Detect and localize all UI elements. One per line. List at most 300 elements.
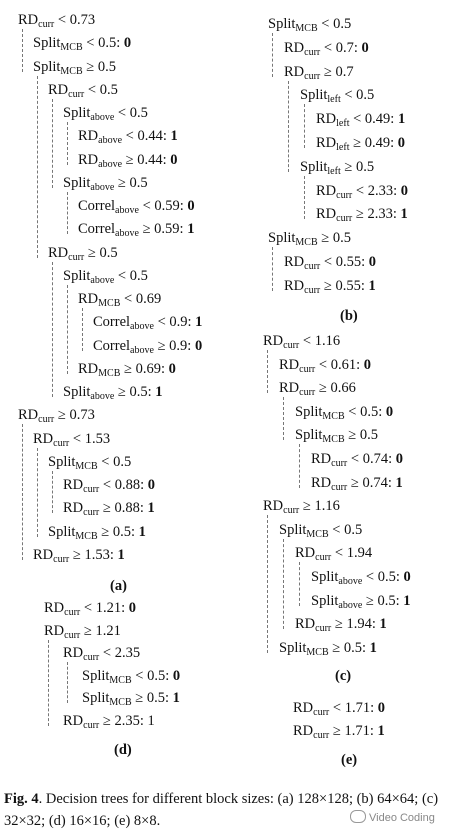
node-text: RD xyxy=(263,498,284,515)
subscript: curr xyxy=(83,484,100,495)
node-text: Split xyxy=(311,592,339,609)
leaf-class: 1 xyxy=(170,128,178,145)
subscript: MCB xyxy=(98,298,121,309)
node-text: RD xyxy=(316,182,337,199)
leaf-class: 0 xyxy=(363,356,371,373)
tree-c-node xyxy=(311,569,411,586)
subscript: curr xyxy=(313,730,330,741)
tree-a-node xyxy=(93,314,202,331)
leaf-class: 0 xyxy=(194,337,203,354)
subscript: above xyxy=(338,599,363,611)
node-text: Split xyxy=(63,105,91,121)
node-text: < 0.69 xyxy=(120,291,162,307)
node-text: RD xyxy=(63,645,84,662)
leaf-class: 0 xyxy=(397,135,405,151)
node-text: RD xyxy=(316,111,337,128)
node-text: Split xyxy=(295,427,323,444)
tree-branch-line xyxy=(267,515,268,653)
subscript: curr xyxy=(299,387,316,399)
tree-a-node xyxy=(18,407,95,424)
node-text: ≥ 0.88: xyxy=(99,500,148,517)
node-text: RD xyxy=(316,135,337,151)
subscript: MCB xyxy=(295,23,318,34)
tree-branch-line xyxy=(304,176,305,220)
node-text: RD xyxy=(78,151,99,168)
node-text: ≥ 0.49: xyxy=(349,135,398,151)
node-text: RD xyxy=(263,333,284,349)
tree-b-node xyxy=(300,159,374,176)
subscript: MCB xyxy=(322,410,345,422)
node-text: ≥ 0.55: xyxy=(320,277,369,294)
node-text: ≥ 0.5: xyxy=(114,384,156,400)
tree-b-node xyxy=(316,111,405,128)
tree-d-node xyxy=(82,690,180,707)
node-text: RD xyxy=(44,600,65,616)
node-text: ≥ 0.5 xyxy=(317,230,351,247)
node-text: ≥ 0.5 xyxy=(84,244,118,261)
node-text: Split xyxy=(268,230,296,247)
leaf-class: 1 xyxy=(155,384,163,400)
subscript: MCB xyxy=(75,530,98,542)
decision-tree-a xyxy=(18,12,248,592)
subscript: above xyxy=(130,321,154,333)
subscript: curr xyxy=(336,213,353,225)
subscript: curr xyxy=(304,261,321,272)
tree-a-node xyxy=(63,175,148,192)
leaf-class: 0 xyxy=(123,35,132,52)
node-text: ≥ 0.69: xyxy=(120,360,169,377)
leaf-class: 1 xyxy=(117,546,125,563)
node-text: Correl xyxy=(93,314,131,331)
subscript: MCB xyxy=(295,237,318,249)
tree-branch-line xyxy=(82,308,83,351)
tree-c-node xyxy=(311,475,403,492)
node-text: ≥ 0.7 xyxy=(320,63,354,80)
tree-c-node xyxy=(279,380,356,397)
tree-branch-line xyxy=(37,76,38,258)
node-text: ≥ 1.53: xyxy=(69,546,118,563)
node-text: < 0.73 xyxy=(54,12,96,28)
leaf-class: 1 xyxy=(400,206,408,223)
tree-a-node xyxy=(63,500,155,517)
tree-c-node xyxy=(311,451,403,468)
tree-d-node xyxy=(63,645,140,662)
node-text: Correl xyxy=(78,198,116,214)
leaf-class: 0 xyxy=(147,477,155,493)
tree-c-node xyxy=(263,498,340,515)
tree-b-node xyxy=(284,278,376,295)
watermark xyxy=(350,810,435,824)
node-text: ≥ 1.71: xyxy=(329,723,378,739)
node-text: ≥ 0.5: xyxy=(131,690,173,707)
tree-branch-line xyxy=(288,81,289,172)
node-text: < 0.74: xyxy=(347,451,396,467)
tree-b-node xyxy=(300,87,374,104)
leaf-class: 0 xyxy=(385,403,394,420)
tree-a-node xyxy=(33,431,110,448)
node-text: < 0.5: xyxy=(344,403,386,420)
leaf-class: 0 xyxy=(170,151,178,168)
leaf-class: 0 xyxy=(128,600,136,616)
node-text: RD xyxy=(63,713,84,729)
node-text: RD xyxy=(18,12,39,28)
node-text: RD xyxy=(293,723,314,739)
tree-c-node xyxy=(295,404,393,421)
node-text: < 0.5: xyxy=(362,569,404,585)
tree-b-label: (b) xyxy=(340,307,358,324)
subscript: MCB xyxy=(322,434,345,446)
node-text: < 0.55: xyxy=(320,254,369,270)
tree-branch-line xyxy=(67,122,68,165)
tree-c-node xyxy=(263,333,340,350)
tree-c-node xyxy=(279,357,371,374)
leaf-class: 1 xyxy=(172,690,180,707)
subscript: curr xyxy=(83,507,100,519)
node-text: Split xyxy=(63,174,91,191)
subscript: curr xyxy=(64,607,81,618)
node-text: Split xyxy=(48,453,76,470)
node-text: < 0.88: xyxy=(99,477,148,493)
tree-b-node xyxy=(316,183,408,200)
node-text: Split xyxy=(48,523,76,540)
tree-b-node xyxy=(284,64,354,81)
subscript: curr xyxy=(336,189,353,201)
tree-a-node xyxy=(93,338,202,355)
tree-b-node xyxy=(316,135,405,152)
leaf-class: 1 xyxy=(195,314,203,331)
tree-branch-line xyxy=(299,562,300,605)
tree-a-node xyxy=(78,128,178,145)
node-text: ≥ 0.44: xyxy=(122,151,171,168)
tree-branch-line xyxy=(48,640,49,726)
node-text: ≥ 0.5: xyxy=(362,592,404,609)
node-text: ≥ 0.5 xyxy=(340,158,375,175)
node-text: < 0.5 xyxy=(340,87,375,104)
node-text: RD xyxy=(33,430,54,447)
tree-branch-line xyxy=(283,397,284,440)
tree-branch-line xyxy=(272,247,273,291)
tree-a-node xyxy=(63,384,163,401)
node-text: < 1.21: xyxy=(80,600,129,616)
node-text: ≥ 2.33: xyxy=(352,206,401,223)
watermark-text: Video Coding xyxy=(369,812,435,824)
node-text: < 0.5 xyxy=(328,521,363,538)
subscript: above xyxy=(90,391,115,402)
node-text: Correl xyxy=(93,337,131,354)
tree-branch-line xyxy=(283,539,284,629)
node-text: < 0.5 xyxy=(114,267,148,284)
tree-c-label: (c) xyxy=(335,668,352,685)
subscript: MCB xyxy=(60,42,83,54)
node-text: < 0.5 xyxy=(317,16,352,32)
node-text: < 0.5: xyxy=(131,667,173,684)
tree-a-node xyxy=(63,105,148,122)
subscript: curr xyxy=(38,414,55,426)
tree-b-node xyxy=(316,206,408,223)
node-text: ≥ 0.59: xyxy=(138,221,188,238)
leaf-class: 0 xyxy=(377,700,385,716)
tree-b-node xyxy=(284,254,376,271)
decision-tree-e xyxy=(293,700,453,770)
tree-branch-line xyxy=(37,448,38,537)
leaf-class: 1 xyxy=(138,523,146,540)
subscript: curr xyxy=(304,46,321,58)
tree-c-node xyxy=(279,640,377,657)
node-text: Split xyxy=(33,35,61,52)
tree-branch-line xyxy=(52,471,53,514)
node-text: RD xyxy=(284,254,305,270)
leaf-class: 0 xyxy=(400,182,408,199)
subscript: curr xyxy=(83,720,100,731)
subscript: MCB xyxy=(306,528,329,540)
subscript: curr xyxy=(304,70,321,82)
leaf-class: 0 xyxy=(168,360,176,377)
tree-branch-line xyxy=(304,104,305,148)
subscript: curr xyxy=(83,652,100,664)
tree-a-node xyxy=(78,152,178,169)
node-text: RD xyxy=(295,616,316,633)
subscript: above xyxy=(115,205,139,216)
subscript: curr xyxy=(283,340,300,351)
node-text: < 0.5 xyxy=(84,81,118,98)
tree-branch-line xyxy=(67,285,68,374)
node-text: ≥ 0.5: xyxy=(328,639,370,656)
leaf-class: 0 xyxy=(172,667,181,684)
tree-a-node xyxy=(48,82,118,99)
node-text: ≥ 1.21 xyxy=(80,622,121,639)
node-text: RD xyxy=(311,451,332,467)
leaf-class: 0 xyxy=(403,569,411,585)
subscript: curr xyxy=(331,481,348,493)
tree-c-node xyxy=(295,545,372,562)
node-text: < 0.44: xyxy=(122,128,171,145)
tree-b-node xyxy=(284,40,369,57)
caption-text: . Decision trees for different block sizes: (a) 128×128; (b) 64×64; (c) 32×32; (d) 16×16; (e) 8×8. xyxy=(4,791,439,829)
node-text: RD xyxy=(311,474,332,491)
node-text: ≥ 0.73 xyxy=(54,407,95,424)
node-text: RD xyxy=(78,291,99,307)
node-text: ≥ 0.5: xyxy=(97,523,139,540)
node-text: Split xyxy=(311,569,339,585)
subscript: MCB xyxy=(60,65,83,77)
chat-bubble-icon xyxy=(350,810,366,823)
subscript: left xyxy=(336,142,350,153)
tree-branch-line xyxy=(272,33,273,77)
tree-a-node xyxy=(48,245,118,262)
leaf-class: 0 xyxy=(395,451,403,467)
tree-e-node xyxy=(293,723,385,740)
tree-b-node xyxy=(268,230,351,247)
node-text: RD xyxy=(33,546,54,563)
node-text: RD xyxy=(63,500,84,517)
tree-e-node xyxy=(293,700,385,717)
tree-a-node xyxy=(63,268,148,285)
leaf-class: 1 xyxy=(397,111,406,128)
tree-branch-line xyxy=(52,262,53,398)
tree-branch-line xyxy=(267,350,268,393)
node-text: ≥ 1.16 xyxy=(299,498,340,515)
leaf-class: 0 xyxy=(187,198,195,214)
subscript: curr xyxy=(304,284,321,296)
subscript: above xyxy=(98,158,123,170)
tree-c-node xyxy=(295,427,378,444)
subscript: MCB xyxy=(98,367,121,379)
leaf-class: 1 xyxy=(187,221,195,238)
subscript: above xyxy=(115,228,139,240)
tree-a-node xyxy=(33,59,116,76)
subscript: MCB xyxy=(109,697,132,709)
tree-a-node xyxy=(48,454,131,471)
subscript: MCB xyxy=(306,646,329,658)
tree-branch-line xyxy=(299,444,300,487)
node-text: RD xyxy=(284,63,305,80)
node-text: < 0.49: xyxy=(349,111,398,128)
node-text: Split xyxy=(279,521,307,538)
tree-d-node xyxy=(63,713,155,730)
subscript: curr xyxy=(38,19,55,30)
subscript: above xyxy=(130,344,154,356)
subscript: curr xyxy=(299,363,316,375)
subscript: curr xyxy=(283,505,300,517)
node-text: Split xyxy=(279,639,307,656)
node-text: RD xyxy=(48,244,69,261)
tree-a-node xyxy=(63,477,155,494)
subscript: above xyxy=(90,274,115,286)
leaf-class: 1 xyxy=(369,639,377,656)
node-text: ≥ 0.5 xyxy=(114,174,148,191)
subscript: curr xyxy=(53,437,70,449)
node-text: RD xyxy=(48,81,69,98)
leaf-class: 1 xyxy=(379,616,387,633)
tree-d-node xyxy=(44,600,136,617)
tree-c-node xyxy=(295,616,387,633)
subscript: left xyxy=(327,94,341,106)
subscript: MCB xyxy=(75,460,98,472)
node-text: Split xyxy=(300,158,328,175)
subscript: left xyxy=(327,165,341,177)
node-text: ≥ 0.5 xyxy=(82,58,116,75)
tree-a-node xyxy=(48,524,146,541)
node-text: RD xyxy=(284,39,305,56)
node-text: < 0.9: xyxy=(153,314,196,331)
node-text: RD xyxy=(295,545,316,562)
node-text: ≥ 1.94: xyxy=(331,616,380,633)
tree-c-node xyxy=(311,593,411,610)
node-text: < 2.35 xyxy=(99,645,141,662)
node-text: Split xyxy=(300,87,328,104)
subscript: above xyxy=(338,576,363,587)
leaf-class: 1 xyxy=(395,474,403,491)
subscript: left xyxy=(336,118,350,130)
tree-d-label: (d) xyxy=(114,741,132,758)
node-text: < 1.16 xyxy=(299,333,341,349)
subscript: above xyxy=(98,135,123,147)
node-text: < 2.33: xyxy=(352,182,401,199)
node-text: RD xyxy=(18,407,39,424)
node-text: < 0.59: xyxy=(138,198,188,214)
node-text: < 1.53 xyxy=(69,430,111,447)
tree-e-label: (e) xyxy=(341,752,358,768)
tree-d-node xyxy=(44,623,121,640)
node-text: Split xyxy=(295,403,323,420)
node-text: RD xyxy=(78,128,99,145)
subscript: curr xyxy=(331,458,348,469)
tree-a-node xyxy=(78,361,176,378)
subscript: above xyxy=(90,181,115,193)
decision-tree-d xyxy=(44,600,244,770)
tree-a-node xyxy=(18,12,95,29)
node-text: RD xyxy=(316,206,337,223)
tree-branch-line xyxy=(67,662,68,703)
node-text: ≥ 0.74: xyxy=(347,474,396,491)
tree-branch-line xyxy=(22,29,23,72)
node-text: < 0.5 xyxy=(114,105,148,121)
node-text: RD xyxy=(78,360,99,377)
leaf-class: 0 xyxy=(368,254,376,270)
subscript: curr xyxy=(315,552,332,564)
node-text: RD xyxy=(293,700,314,716)
node-text: RD xyxy=(44,622,65,639)
node-text: Split xyxy=(268,16,296,32)
tree-branch-line xyxy=(22,424,23,560)
tree-b-node xyxy=(268,16,351,33)
leaf-class: 0 xyxy=(361,39,369,56)
node-text: Correl xyxy=(78,221,116,238)
tree-a-node xyxy=(33,547,125,564)
node-text: ≥ 0.66 xyxy=(315,380,356,397)
tree-d-node xyxy=(82,668,180,685)
tree-a-node xyxy=(78,221,194,238)
tree-branch-line xyxy=(52,99,53,188)
decision-tree-c xyxy=(263,333,453,685)
node-text: < 0.7: xyxy=(320,39,362,56)
tree-a-node xyxy=(78,291,161,308)
tree-a-node xyxy=(33,35,131,52)
subscript: curr xyxy=(315,623,332,635)
node-text: < 0.5: xyxy=(82,35,124,52)
node-text: Split xyxy=(33,58,61,75)
subscript: above xyxy=(90,112,115,123)
node-text: RD xyxy=(279,380,300,397)
node-text: < 0.5 xyxy=(97,453,132,470)
subscript: curr xyxy=(68,251,85,263)
node-text: < 1.94 xyxy=(331,545,373,562)
tree-branch-line xyxy=(67,192,68,235)
subscript: curr xyxy=(64,629,81,641)
node-text: ≥ 0.9: xyxy=(153,337,195,354)
subscript: curr xyxy=(313,707,330,718)
node-text: Split xyxy=(82,667,110,684)
node-text: < 0.61: xyxy=(315,356,364,373)
node-text: Split xyxy=(82,690,110,707)
node-text: ≥ 0.5 xyxy=(344,427,378,444)
leaf-class: 1 xyxy=(147,500,155,517)
node-text: Split xyxy=(63,384,91,400)
subscript: curr xyxy=(53,553,70,565)
leaf-class: 1 xyxy=(377,723,385,739)
leaf-class: 1 xyxy=(403,592,411,609)
node-text: RD xyxy=(284,277,305,294)
node-text: Split xyxy=(63,267,91,284)
subscript: MCB xyxy=(109,674,132,686)
tree-a-node xyxy=(78,198,195,215)
node-text: ≥ 2.35: 1 xyxy=(99,713,155,729)
tree-a-label: (a) xyxy=(110,578,127,594)
decision-tree-b xyxy=(268,16,453,324)
node-text: RD xyxy=(63,477,84,493)
tree-c-node xyxy=(279,522,362,539)
subscript: curr xyxy=(68,88,85,100)
